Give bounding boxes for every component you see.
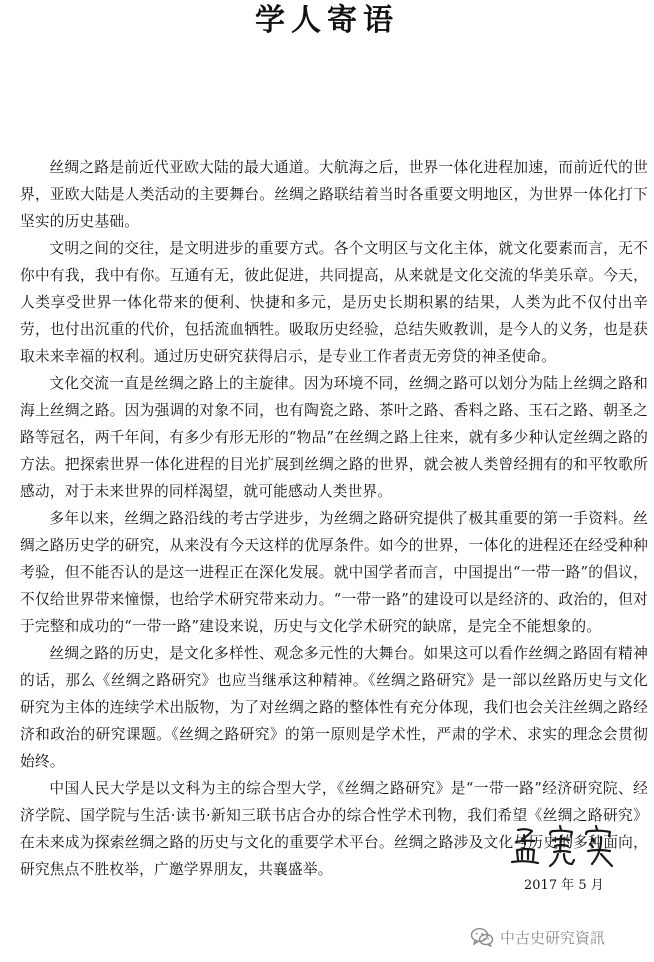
paragraph-5: 丝绸之路的历史，是文化多样性、观念多元性的大舞台。如果这可以看作丝绸之路固有精神的话，那么《丝绸之路研究》也应当继承这种精神。《丝绸之路研究》是一部以丝路历史与文化研究为主体的连续学术出版物，为了对丝绸之路的整体性有充分体现，我们也会关注丝绸之路经济和政治的研究课题。《丝绸之路研究》的第一原则是学术性，严肃的学术、求实的理念会贯彻始终。 bbox=[20, 645, 648, 770]
date: 2017 年 5 月 bbox=[524, 878, 604, 893]
paragraph-4: 多年以来，丝绸之路沿线的考古学进步，为丝绸之路研究提供了极其重要的第一手资料。丝绸之路历史学的研究，从来没有今天这样的优厚条件。如今的世界，一体化的进程还在经受种种考验，但不能否认的是这一进程正在深化发展。就中国学者而言，中国提出“一带一路”的倡议，不仅给世界带来憧憬，也给学术研究带来动力。“一带一路”的建设可以是经济的、政治的，但对于完整和成功的“一带一路”建设来说，历史与文化学术研究的缺席，是完全不能想象的。 bbox=[20, 510, 648, 635]
watermark-text: 中古史研究資訊 bbox=[500, 928, 606, 947]
paragraph-1: 丝绸之路是前近代亚欧大陆的最大通道。大航海之后，世界一体化进程加速，而前近代的世界，亚欧大陆是人类活动的主要舞台。丝绸之路联结着当时各重要文明地区，为世界一体化打下坚实的历史基础。 bbox=[20, 159, 648, 230]
paragraph-3: 文化交流一直是丝绸之路上的主旋律。因为环境不同，丝绸之路可以划分为陆上丝绸之路和海上丝绸之路。因为强调的对象不同，也有陶瓷之路、茶叶之路、香料之路、玉石之路、朝圣之路等冠名，两千年间，有多少有形无形的“物品”在丝绸之路上往来，就有多少种认定丝绸之路的方法。把探索世界一体化进程的目光扩展到丝绸之路的世界，就会被人类曾经拥有的和平牧歌所感动，对于未来世界的同样渴望，就可能感动人类世界。 bbox=[20, 375, 648, 500]
signature-drawing bbox=[508, 822, 620, 870]
page-title: 学人寄语 bbox=[255, 3, 399, 38]
article-body bbox=[20, 154, 648, 883]
handwritten-signature bbox=[508, 822, 620, 870]
wechat-icon bbox=[470, 927, 494, 947]
watermark bbox=[470, 925, 605, 949]
paragraph-6: 中国人民大学是以文科为主的综合型大学，《丝绸之路研究》是“一带一路”经济研究院、经济学院、国学院与生活·读书·新知三联书店合办的综合性学术刊物，我们希望《丝绸之路研究》在未来成为探索丝绸之路的历史与文化的重要学术平台。丝绸之路涉及文化与历史的多种面向，研究焦点不胜枚举，广邀学界朋友，共襄盛举。 bbox=[20, 780, 648, 878]
paragraph-2: 文明之间的交往，是文明进步的重要方式。各个文明区与文化主体，就文化要素而言，无不你中有我，我中有你。互通有无，彼此促进，共同提高，从来就是文化交流的华美乐章。今天，人类享受世界一体化带来的便利、快捷和多元，是历史长期积累的结果，人类为此不仅付出辛劳，也付出沉重的代价，包括流血牺牲。吸取历史经验，总结失败教训，是今人的义务，也是获取未来幸福的权利。通过历史研究获得启示，是专业工作者责无旁贷的神圣使命。 bbox=[20, 240, 648, 365]
